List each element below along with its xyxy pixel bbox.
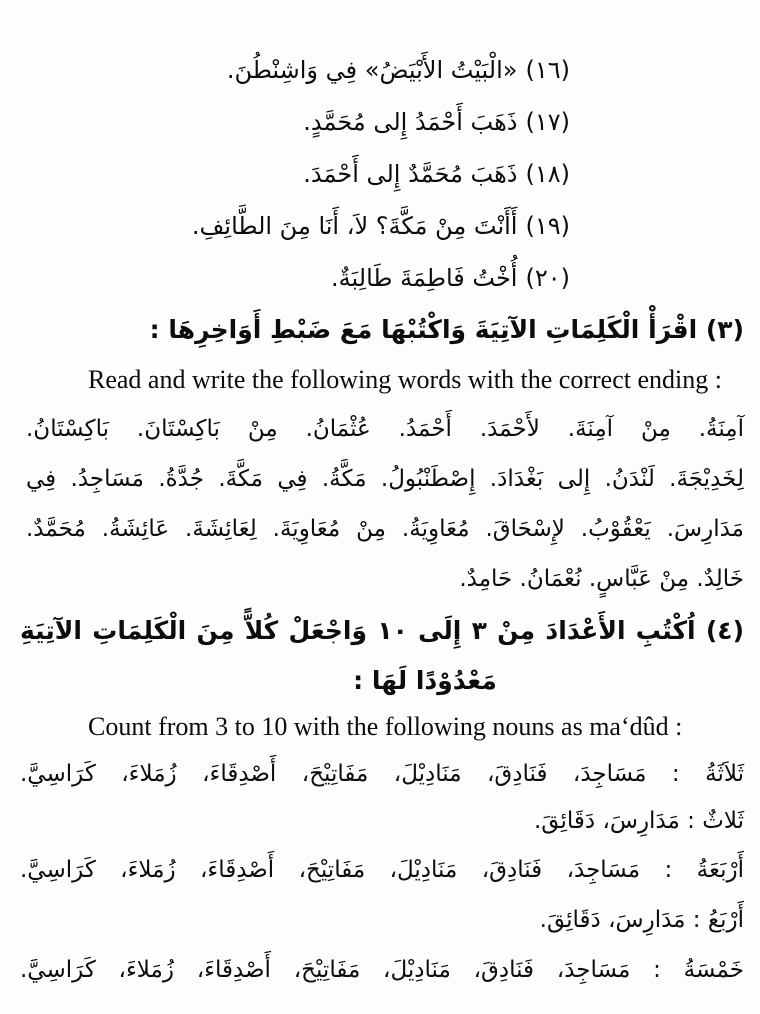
review-item-18 xyxy=(0,148,760,200)
word-line-2: لِخَدِيْجَةَ. لَنْدَنُ. إِلى بَغْدَادَ. إِصْطَنْبُولُ. مَكَّةُ. فِي مَكَّةَ. جُدَّةُ. مَسَاجِدُ. فِي xyxy=(26,466,744,492)
exercise4-heading-line1 xyxy=(0,604,760,658)
item-number: (١٦) xyxy=(525,56,570,84)
item-number: (١٧) xyxy=(525,108,570,136)
count-line-three-masc: ثَلاَثَةُ : مَسَاجِدَ، فَنَادِقَ، مَنَادِيْلَ، مَفَاتِيْحَ، أَصْدِقَاءَ، زُمَلاءَ، كَرَاسِيَّ. xyxy=(20,761,744,787)
count-line-four-masc: أَرْبَعَةُ : مَسَاجِدَ، فَنَادِقَ، مَنَادِيْلَ، مَفَاتِيْحَ، أَصْدِقَاءَ، زُمَلاءَ، كَرَاسِيَّ. xyxy=(20,857,744,883)
item-text: أُخْتُ فَاطِمَةَ طَالِبَةٌ. xyxy=(331,264,518,292)
review-item-19 xyxy=(0,200,760,252)
exercise3-title: اقْرَأْ الْكَلِمَاتِ الآتِيَةَ وَاكْتُبْهَا مَعَ ضَبْطِ أَوَاخِرِهَا : xyxy=(149,315,698,344)
item-text: أَأَنْتَ مِنْ مَكَّةَ؟ لاَ، أَنَا مِنَ الطَّائِفِ. xyxy=(191,212,518,240)
word-line-1: آمِنَةُ. مِنْ آمِنَةَ. لأَحْمَدَ. أَحْمَدُ. عُثْمَانُ. مِنْ بَاكِسْتَانَ. بَاكِسْتَانُ. xyxy=(26,416,744,442)
exercise4-title-line1: اُكْتُبِ الأَعْدَادَ مِنْ ٣ إِلَى ١٠ وَاجْعَلْ كُلاًّ مِنَ الْكَلِمَاتِ الآتِيَةِ xyxy=(20,616,696,645)
item-text: «الْبَيْتُ الأَبْيَضُ» فِي وَاشِنْطُنَ. xyxy=(226,56,518,84)
exercise4-number: (٤) xyxy=(705,616,744,645)
review-item-16 xyxy=(0,44,760,96)
count-line-five-masc: خَمْسَةُ : مَسَاجِدَ، فَنَادِقَ، مَنَادِيْلَ، مَفَاتِيْحَ، أَصْدِقَاءَ، زُمَلاءَ، كَرَاسِيَّ. xyxy=(20,957,744,983)
word-line-3: مَدَارِسَ. يَعْقُوْبُ. لإِسْحَاقَ. مُعَاوِيَةُ. مِنْ مُعَاوِيَةَ. لِعَائِشَةَ. عَائِشَةُ. مُحَمَّدٌ. xyxy=(26,516,744,542)
item-text: ذَهَبَ أَحْمَدُ إِلى مُحَمَّدٍ. xyxy=(303,108,518,136)
count-line-three-fem: ثَلاثٌ : مَدَارِسَ، دَقَائِقَ. xyxy=(534,808,744,834)
item-number: (١٩) xyxy=(525,212,570,240)
review-item-20 xyxy=(0,252,760,304)
exercise4-english-instruction: Count from 3 to 10 with the following nouns as ma‘dûd : xyxy=(88,712,683,741)
item-number: (١٨) xyxy=(525,160,570,188)
exercise3-number: (٣) xyxy=(705,315,744,344)
exercise3-heading xyxy=(0,304,760,356)
item-number: (٢٠) xyxy=(525,264,570,292)
exercise4-heading-line2: مَعْدُوْدًا لَهَا : xyxy=(353,666,497,695)
word-line-4: خَالِدٌ. مِنْ عَبَّاسٍ. نُعْمَانُ. حَامِدٌ. xyxy=(459,566,744,592)
review-item-17 xyxy=(0,96,760,148)
exercise3-english-instruction: Read and write the following words with the correct ending : xyxy=(88,365,722,394)
count-line-four-fem: أَرْبَعُ : مَدَارِسَ، دَقَائِقَ. xyxy=(539,907,744,933)
item-text: ذَهَبَ مُحَمَّدٌ إِلى أَحْمَدَ. xyxy=(303,160,518,188)
